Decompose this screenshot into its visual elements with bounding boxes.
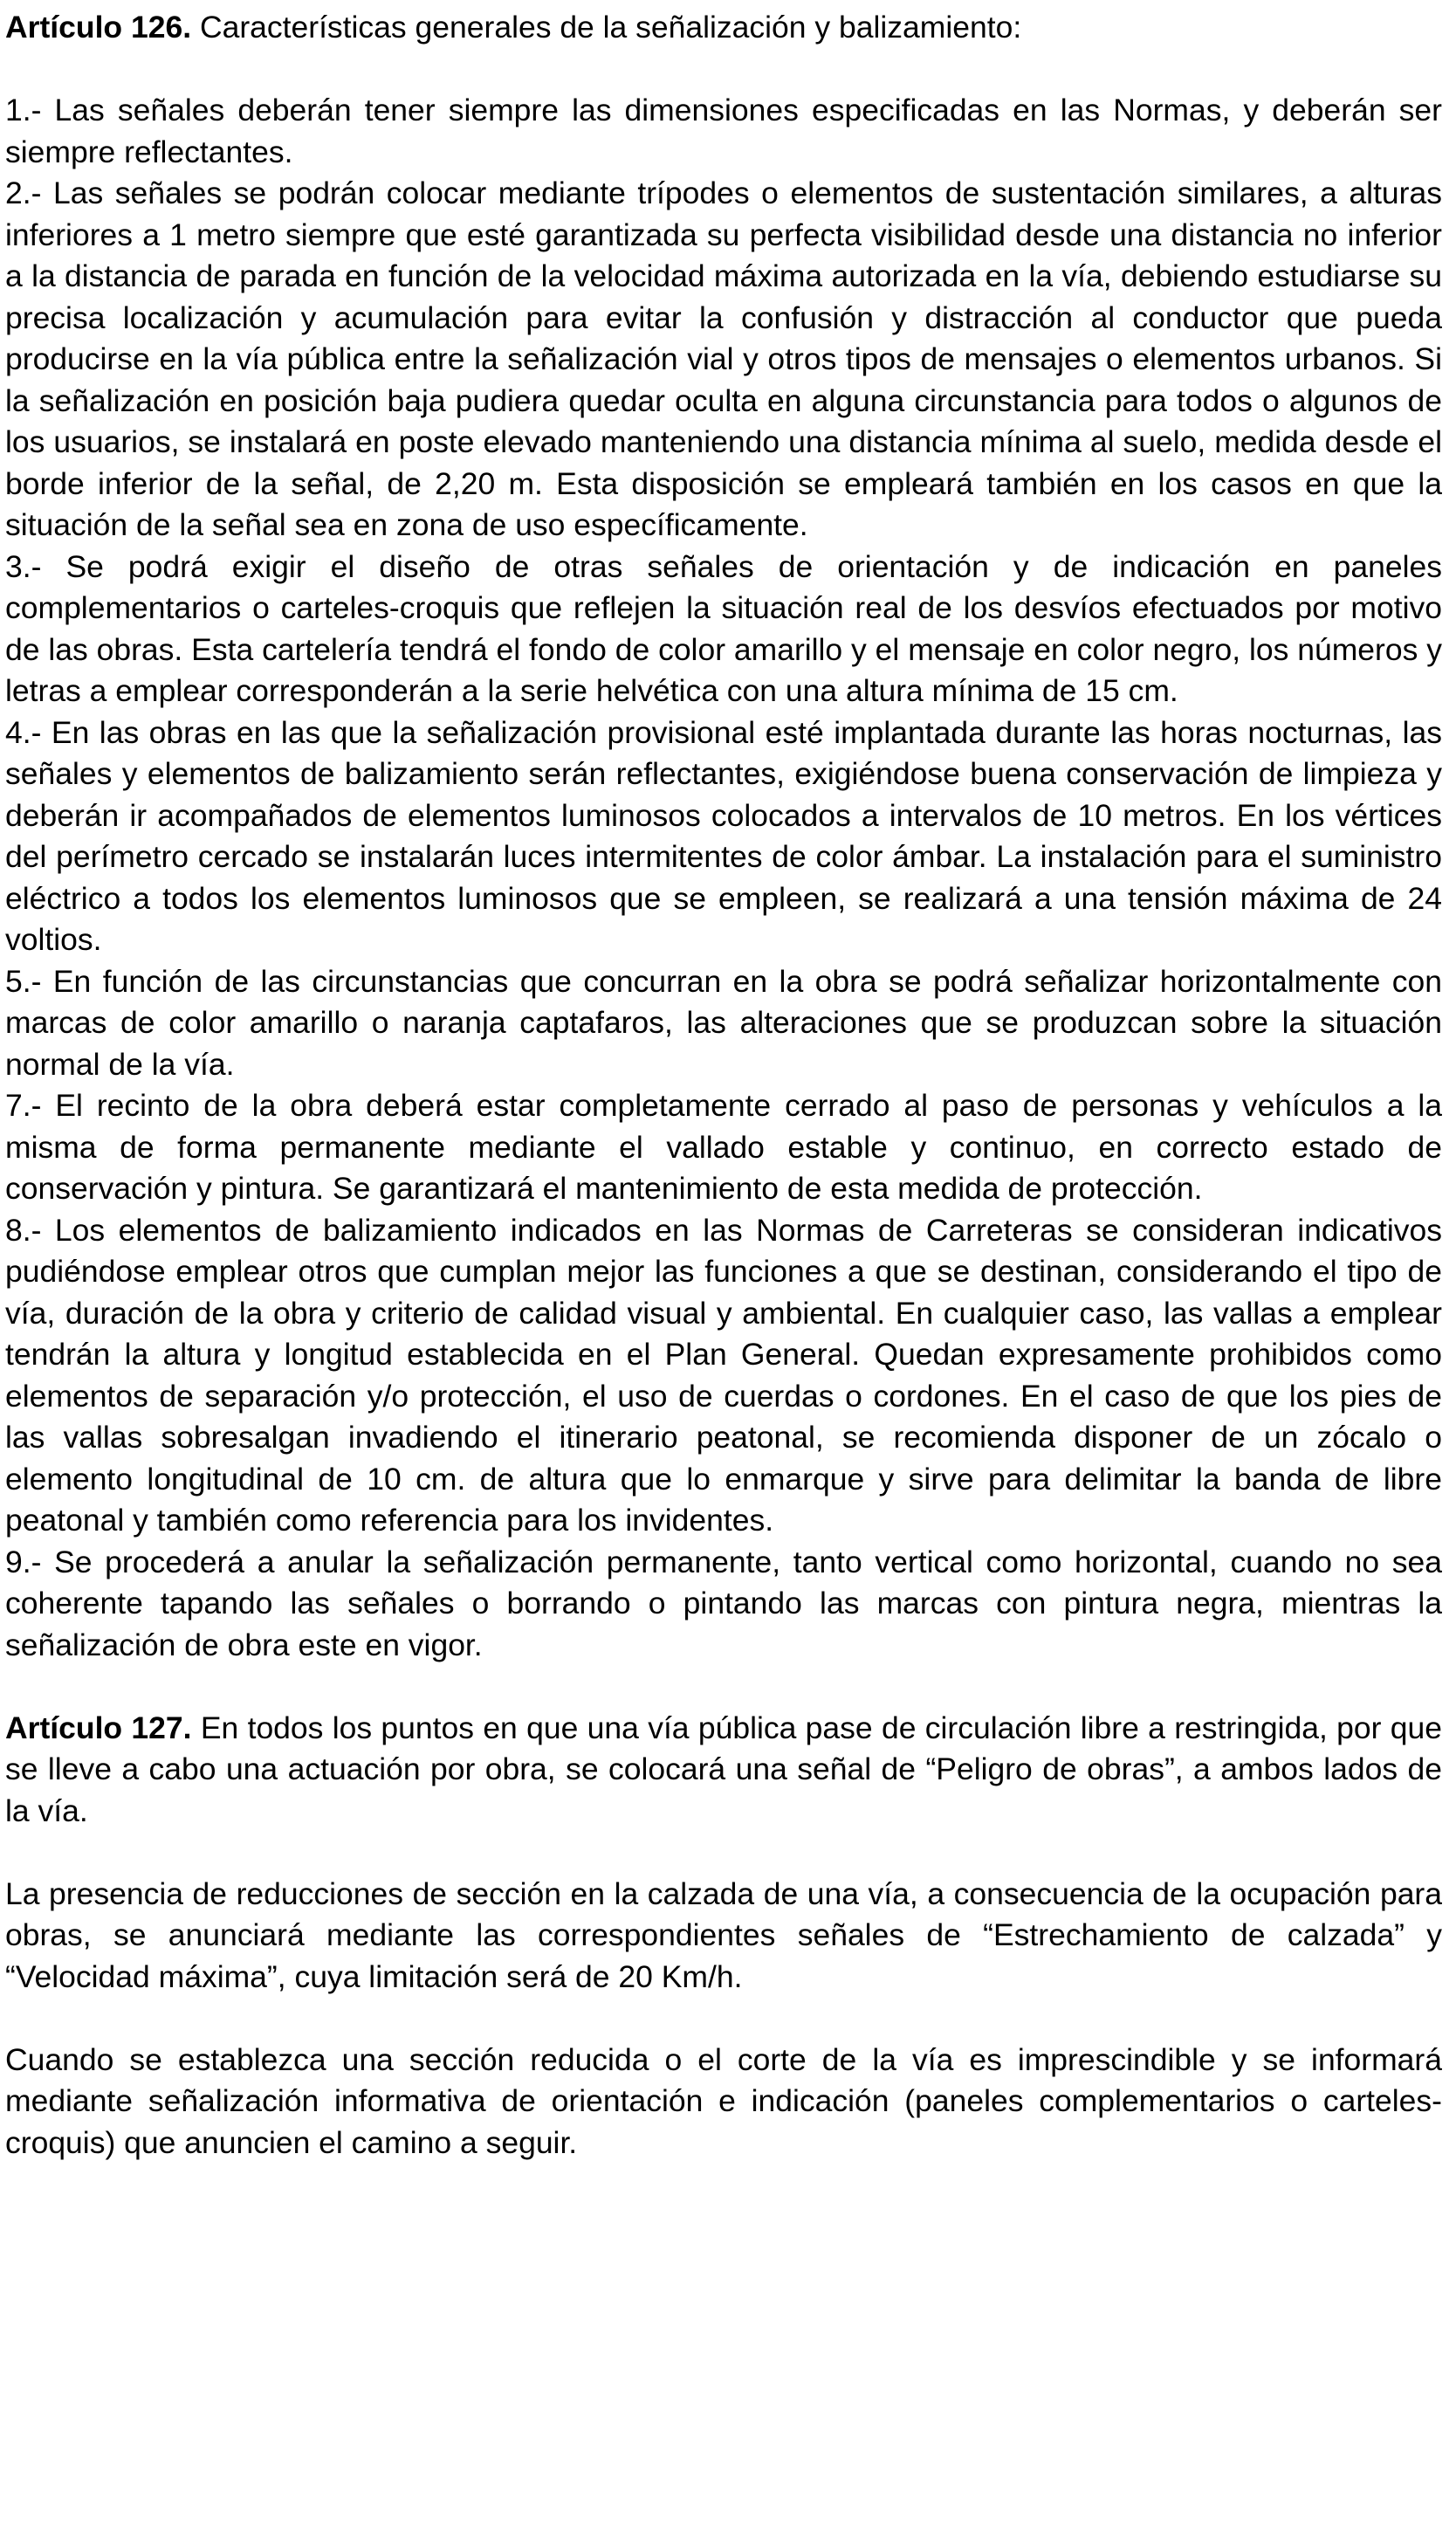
article-126-item-1: 1.- Las señales deberán tener siempre las dimensiones especificadas en las Normas, y deberán ser siempre reflectantes.	[5, 93, 1442, 169]
paragraph-gap	[5, 1666, 1442, 1708]
article-126-heading: Artículo 126.	[5, 10, 192, 45]
article-126-title-text: Características generales de la señalización y balizamiento:	[191, 10, 1022, 45]
article-126-item-9: 9.- Se procederá a anular la señalización permanente, tanto vertical como horizontal, cuando no sea coherente tapando las señales o borrando o pintando las marcas con pintura negra, mientras la señalización de obra este en vigor.	[5, 1544, 1442, 1662]
article-127-heading: Artículo 127.	[5, 1710, 192, 1745]
article-126-item-2: 2.- Las señales se podrán colocar mediante trípodes o elementos de sustentación similares, a alturas inferiores a 1 metro siempre que esté garantizada su perfecta visibilidad desde una distancia no inferior a la distancia de parada en función de la velocidad máxima autorizada en la vía, debiendo estudiarse su precisa localización y acumulación para evitar la confusión y distracción al conductor que pueda producirse en la vía pública entre la señalización vial y otros tipos de mensajes o elementos urbanos. Si la señalización en posición baja pudiera quedar oculta en alguna circunstancia para todos o algunos de los usuarios, se instalará en poste elevado manteniendo una distancia mínima al suelo, medida desde el borde inferior de la señal, de 2,20 m. Esta disposición se empleará también en los casos en que la situación de la señal sea en zona de uso específicamente.	[5, 175, 1442, 542]
paragraph-gap	[5, 1832, 1442, 1874]
article-126-item-5: 5.- En función de las circunstancias que concurran en la obra se podrá señalizar horizontalmente con marcas de color amarillo o naranja captafaros, las alteraciones que se produzcan sobre la situación normal de la vía.	[5, 963, 1442, 1082]
paragraph-gap	[5, 1998, 1442, 2040]
article-127-body: En todos los puntos en que una vía pública pase de circulación libre a restringida, por que se lleve a cabo una actuación por obra, se colocará una señal de “Peligro de obras”, a ambos lados de la vía.	[5, 1710, 1442, 1828]
article-127-paragraph	[5, 1708, 1442, 1833]
article-127-paragraph-2: La presencia de reducciones de sección en la calzada de una vía, a consecuencia de la ocupación para obras, se anunciará mediante las correspondientes señales de “Estrechamiento de calzada” y “Velocidad máxima”, cuya limitación será de 20 Km/h.	[5, 1875, 1442, 1994]
document-page	[5, 7, 1442, 2164]
article-126-title	[5, 7, 1442, 49]
paragraph-gap	[5, 49, 1442, 91]
article-127-paragraph-3: Cuando se establezca una sección reducida o el corte de la vía es imprescindible y se informará mediante señalización informativa de orientación e indicación (paneles complementarios o carteles-croquis) que anuncien el camino a seguir.	[5, 2041, 1442, 2160]
article-126-item-8: 8.- Los elementos de balizamiento indicados en las Normas de Carreteras se consideran indicativos pudiéndose emplear otros que cumplan mejor las funciones a que se destinan, considerando el tipo de vía, duración de la obra y criterio de calidad visual y ambiental. En cualquier caso, las vallas a emplear tendrán la altura y longitud establecida en el Plan General. Quedan expresamente prohibidos como elementos de separación y/o protección, el uso de cuerdas o cordones. En el caso de que los pies de las vallas sobresalgan invadiendo el itinerario peatonal, se recomienda disponer de un zócalo o elemento longitudinal de 10 cm. de altura que lo enmarque y sirve para delimitar la banda de libre peatonal y también como referencia para los invidentes.	[5, 1212, 1442, 1538]
article-126-item-3: 3.- Se podrá exigir el diseño de otras señales de orientación y de indicación en paneles complementarios o carteles-croquis que reflejen la situación real de los desvíos efectuados por motivo de las obras. Esta cartelería tendrá el fondo de color amarillo y el mensaje en color negro, los números y letras a emplear corresponderán a la serie helvética con una altura mínima de 15 cm.	[5, 548, 1442, 708]
article-126-item-4: 4.- En las obras en las que la señalización provisional esté implantada durante las horas nocturnas, las señales y elementos de balizamiento serán reflectantes, exigiéndose buena conservación de limpieza y deberán ir acompañados de elementos luminosos colocados a intervalos de 10 metros. En los vértices del perímetro cercado se instalarán luces intermitentes de color ámbar. La instalación para el suministro eléctrico a todos los elementos luminosos que se empleen, se realizará a una tensión máxima de 24 voltios.	[5, 714, 1442, 957]
article-126-item-7: 7.- El recinto de la obra deberá estar completamente cerrado al paso de personas y vehículos a la misma de forma permanente mediante el vallado estable y continuo, en correcto estado de conservación y pintura. Se garantizará el mantenimiento de esta medida de protección.	[5, 1088, 1442, 1206]
